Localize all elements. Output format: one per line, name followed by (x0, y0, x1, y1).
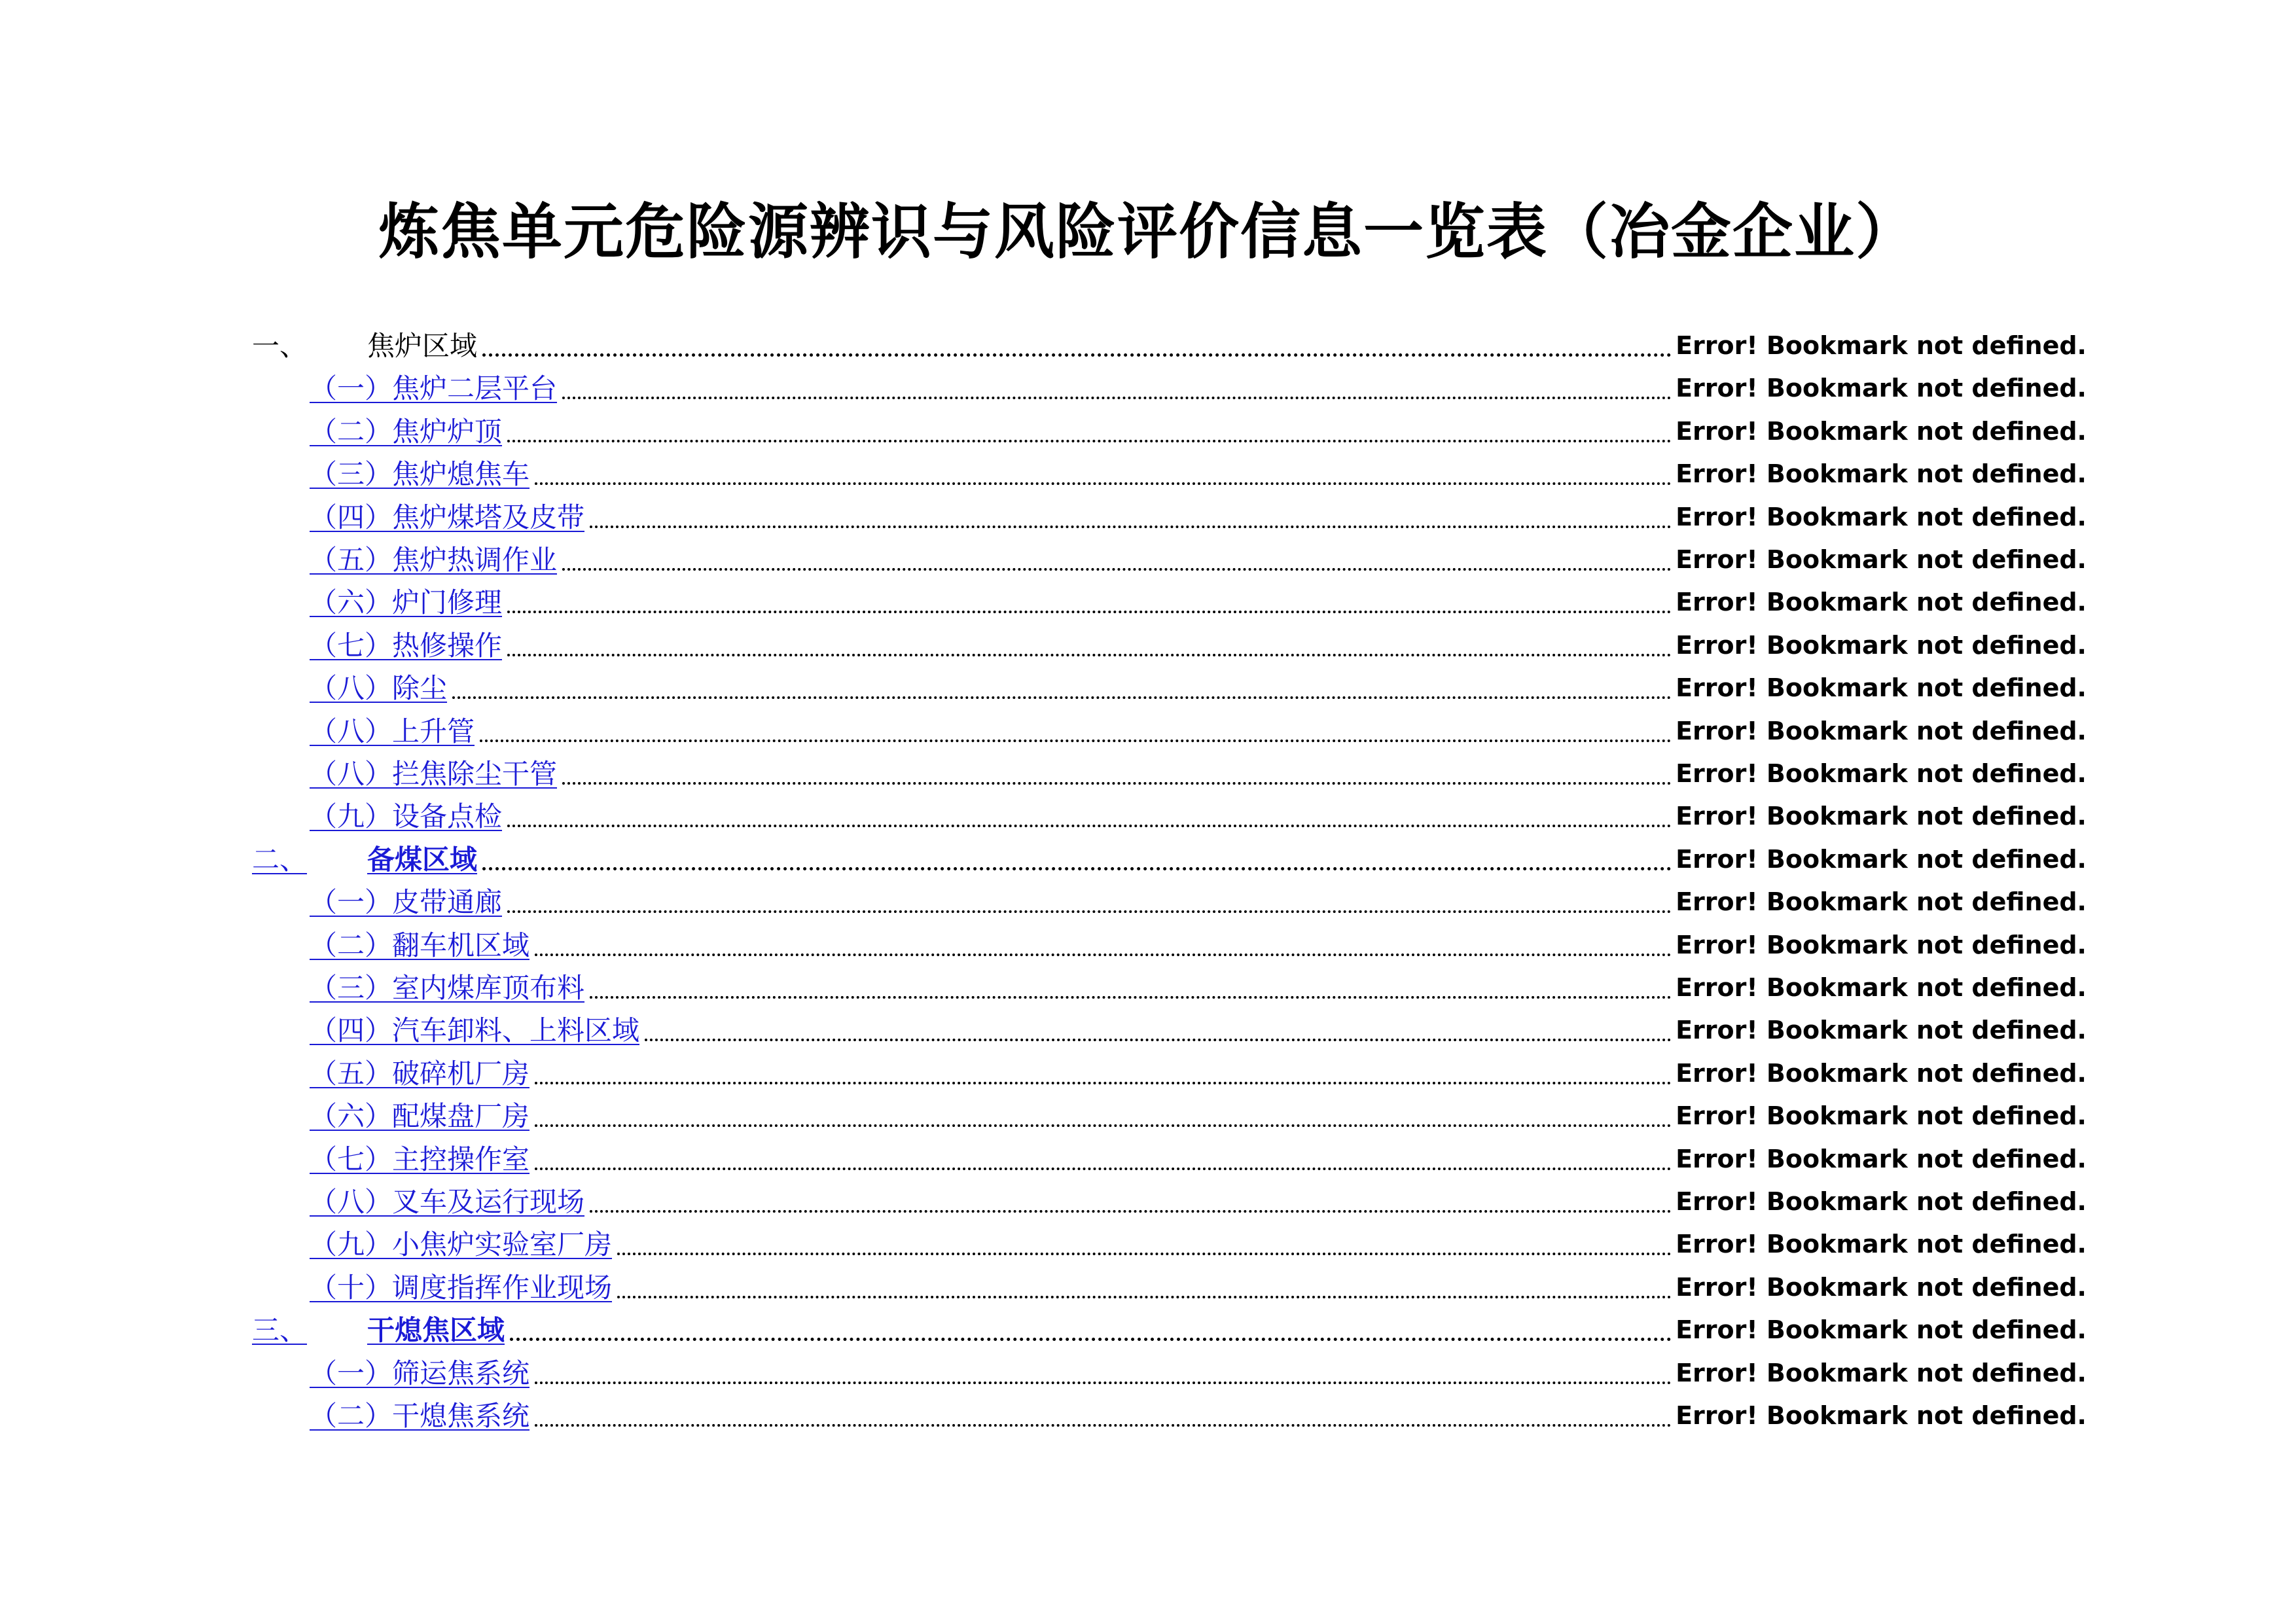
toc-entry-title: （二）焦炉炉顶 (310, 415, 503, 448)
page-title: 炼焦单元危险源辨识与风险评价信息一览表（冶金企业） (378, 197, 1917, 267)
toc-entry-link[interactable] (310, 579, 502, 621)
toc-entry-link[interactable] (310, 707, 475, 750)
toc-entry-title: （五）破碎机厂房 (310, 1057, 530, 1090)
toc-leader-dots (507, 440, 1672, 442)
toc-section-row (0, 1306, 2296, 1349)
toc-entry-title: （三）室内煤库顶布料 (310, 972, 585, 1004)
toc-leader-dots (535, 1124, 1672, 1127)
toc-entry-title: （八）上升管 (310, 715, 475, 747)
toc-entry-link[interactable] (310, 1135, 529, 1178)
toc-entry-title: （八）叉车及运行现场 (310, 1186, 585, 1218)
toc-section-title: 干熄焦区域 (367, 1314, 505, 1347)
toc-page-reference: Error! Bookmark not defined. (1676, 331, 2087, 360)
toc-entry-link[interactable] (310, 664, 447, 707)
toc-entry-link[interactable] (310, 1349, 529, 1392)
toc-leader-dots (452, 696, 1672, 699)
toc-leader-dots (535, 1168, 1672, 1170)
toc-subsection-row (0, 750, 2296, 793)
toc-subsection-row (0, 536, 2296, 579)
toc-subsection-row (0, 1092, 2296, 1135)
toc-entry-link[interactable] (310, 1221, 612, 1263)
toc-section-title: 备煤区域 (367, 843, 478, 876)
toc-leader-dots (535, 482, 1672, 485)
toc-page-reference: Error! Bookmark not defined. (1676, 1315, 2087, 1345)
toc-subsection-row (0, 622, 2296, 664)
toc-entry-link[interactable] (310, 493, 584, 536)
toc-entry-title: （一）皮带通廊 (310, 886, 503, 919)
toc-leader-dots (507, 654, 1672, 656)
toc-entry-title: （六）配煤盘厂房 (310, 1100, 530, 1133)
toc-section-entry[interactable] (252, 322, 477, 365)
toc-entry-title: （一）焦炉二层平台 (310, 372, 558, 405)
toc-entry-link[interactable] (310, 1178, 584, 1221)
toc-entry-title: （二）干熄焦系统 (310, 1400, 530, 1432)
toc-subsection-row (0, 1221, 2296, 1263)
toc-section-entry[interactable] (252, 1306, 505, 1349)
toc-entry-link[interactable] (310, 408, 502, 450)
toc-leader-dots (590, 996, 1672, 999)
toc-subsection-row (0, 964, 2296, 1007)
toc-subsection-row (0, 1178, 2296, 1221)
toc-page-reference: Error! Bookmark not defined. (1676, 973, 2087, 1002)
toc-leader-dots (535, 1382, 1672, 1384)
toc-leader-dots (507, 910, 1672, 913)
toc-entry-title: （八）拦焦除尘干管 (310, 758, 558, 790)
toc-subsection-row (0, 450, 2296, 493)
toc-subsection-row (0, 1135, 2296, 1178)
toc-page-reference: Error! Bookmark not defined. (1676, 844, 2087, 874)
toc-entry-link[interactable] (310, 921, 529, 964)
toc-entry-link[interactable] (310, 793, 502, 835)
toc-entry-link[interactable] (310, 536, 557, 579)
toc-section-row (0, 322, 2296, 365)
toc-entry-link[interactable] (310, 878, 502, 921)
toc-leader-dots (590, 526, 1672, 528)
toc-subsection-row (0, 579, 2296, 621)
toc-entry-title: （七）热修操作 (310, 629, 503, 662)
toc-section-entry[interactable] (252, 836, 477, 878)
toc-page-reference: Error! Bookmark not defined. (1676, 802, 2087, 831)
toc-leader-dots (507, 825, 1672, 827)
toc-entry-link[interactable] (310, 365, 557, 407)
toc-entry-link[interactable] (310, 964, 584, 1007)
toc-entry-title: （八）除尘 (310, 672, 448, 705)
toc-page-reference: Error! Bookmark not defined. (1676, 502, 2087, 531)
toc-entry-link[interactable] (310, 1007, 639, 1049)
toc-subsection-row (0, 878, 2296, 921)
toc-page-reference: Error! Bookmark not defined. (1676, 1401, 2087, 1430)
toc-entry-title: （三）焦炉熄焦车 (310, 458, 530, 491)
toc-leader-dots (507, 611, 1672, 613)
toc-page-reference: Error! Bookmark not defined. (1676, 930, 2087, 959)
toc-entry-title: （五）焦炉热调作业 (310, 544, 558, 576)
toc-section-row (0, 836, 2296, 878)
toc-subsection-row (0, 365, 2296, 407)
toc-page-reference: Error! Bookmark not defined. (1676, 1101, 2087, 1131)
toc-entry-link[interactable] (310, 1264, 612, 1306)
toc-subsection-row (0, 921, 2296, 964)
toc-page-reference: Error! Bookmark not defined. (1676, 673, 2087, 703)
toc-leader-dots (482, 867, 1672, 870)
toc-entry-title: （九）小焦炉实验室厂房 (310, 1228, 613, 1261)
toc-leader-dots (510, 1338, 1672, 1341)
toc-leader-dots (562, 782, 1672, 785)
toc-entry-title: （十）调度指挥作业现场 (310, 1271, 613, 1304)
toc-entry-title: （一）筛运焦系统 (310, 1357, 530, 1389)
toc-entry-title: （二）翻车机区域 (310, 929, 530, 961)
toc-entry-link[interactable] (310, 450, 529, 493)
toc-subsection-row (0, 1007, 2296, 1049)
toc-entry-title: （四）焦炉煤塔及皮带 (310, 501, 585, 533)
toc-entry-title: （四）汽车卸料、上料区域 (310, 1014, 640, 1047)
toc-leader-dots (535, 954, 1672, 956)
toc-subsection-row (0, 793, 2296, 835)
toc-entry-link[interactable] (310, 1050, 529, 1092)
toc-leader-dots (617, 1296, 1672, 1298)
toc-entry-title: （六）炉门修理 (310, 586, 503, 619)
toc-subsection-row (0, 1349, 2296, 1392)
toc-page-reference: Error! Bookmark not defined. (1676, 1358, 2087, 1387)
toc-page-reference: Error! Bookmark not defined. (1676, 887, 2087, 917)
toc-page-reference: Error! Bookmark not defined. (1676, 630, 2087, 660)
toc-entry-link[interactable] (310, 622, 502, 664)
toc-page-reference: Error! Bookmark not defined. (1676, 416, 2087, 446)
toc-section-number: 二、 (252, 843, 308, 876)
toc-subsection-row (0, 1050, 2296, 1092)
toc-leader-dots (535, 1082, 1672, 1084)
toc-page-reference: Error! Bookmark not defined. (1676, 1230, 2087, 1259)
toc-subsection-row (0, 664, 2296, 707)
toc-page-reference: Error! Bookmark not defined. (1676, 459, 2087, 489)
toc-page-reference: Error! Bookmark not defined. (1676, 1272, 2087, 1302)
toc-page-reference: Error! Bookmark not defined. (1676, 1016, 2087, 1045)
toc-subsection-row (0, 1392, 2296, 1435)
toc-section-number: 一、 (252, 330, 308, 362)
toc-subsection-row (0, 493, 2296, 536)
toc-page-reference: Error! Bookmark not defined. (1676, 374, 2087, 403)
toc-page-reference: Error! Bookmark not defined. (1676, 759, 2087, 788)
toc-leader-dots (617, 1253, 1672, 1255)
toc-entry-link[interactable] (310, 1392, 529, 1435)
toc-entry-link[interactable] (310, 750, 557, 793)
toc-page-reference: Error! Bookmark not defined. (1676, 716, 2087, 745)
toc-entry-title: （九）设备点检 (310, 800, 503, 833)
toc-page-reference: Error! Bookmark not defined. (1676, 1144, 2087, 1173)
toc-page-reference: Error! Bookmark not defined. (1676, 588, 2087, 617)
toc-page-reference: Error! Bookmark not defined. (1676, 1187, 2087, 1216)
toc-leader-dots (645, 1039, 1672, 1041)
toc-section-title: 焦炉区域 (367, 330, 478, 362)
toc-subsection-row (0, 408, 2296, 450)
toc-entry-link[interactable] (310, 1092, 529, 1135)
toc-subsection-row (0, 1264, 2296, 1306)
toc-leader-dots (480, 740, 1672, 742)
toc-page-reference: Error! Bookmark not defined. (1676, 1058, 2087, 1088)
toc-leader-dots (590, 1210, 1672, 1213)
toc-leader-dots (482, 353, 1672, 357)
toc-entry-title: （七）主控操作室 (310, 1143, 530, 1175)
toc-section-number: 三、 (252, 1314, 308, 1347)
toc-subsection-row (0, 707, 2296, 750)
toc-page-reference: Error! Bookmark not defined. (1676, 545, 2087, 574)
toc-leader-dots (562, 397, 1672, 399)
toc-leader-dots (535, 1424, 1672, 1427)
toc-leader-dots (562, 568, 1672, 571)
